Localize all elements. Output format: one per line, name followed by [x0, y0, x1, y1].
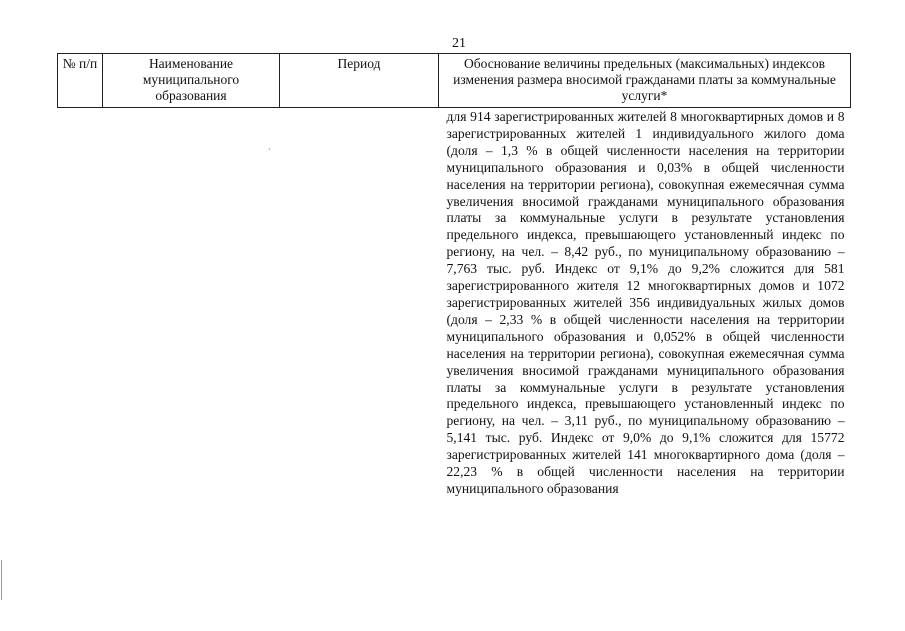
cell-number	[58, 108, 103, 498]
page-number: 21	[452, 36, 466, 51]
scan-speck: ˏ	[268, 140, 271, 150]
header-municipality-name: Наименование муниципального образования	[103, 54, 280, 108]
cell-justification	[439, 108, 851, 498]
header-row	[58, 54, 851, 108]
index-justification-table	[57, 53, 851, 498]
table-row	[58, 108, 851, 498]
header-justification: Обоснование величины предельных (максимальных) индексов изменения размера вносимой гражданами платы за коммунальные услуги*	[439, 54, 851, 108]
scan-edge-line	[1, 560, 2, 600]
cell-municipality-name	[103, 108, 280, 498]
header-period: Период	[280, 54, 439, 108]
header-number: № п/п	[58, 54, 103, 108]
table-header	[58, 54, 851, 108]
justification-text: для 914 зарегистрированных жителей 8 многоквартирных домов и 8 зарегистрированных жителей 1 индивидуального жилого дома (доля – 1,3 % в общей численности населения на территории муниципального образования и 0,03% в общей численности населения на территории региона), совокупная ежемесячная сумма увеличения вносимой гражданами муниципального образования платы за коммунальные услуги в результате установления предельного индекса, превышающего установленный индекс по региону, на чел. – 8,42 руб., по муниципальному образованию – 7,763 тыс. руб. Индекс от 9,1% до 9,2% сложится для 581 зарегистрированного жителя 12 многоквартирных домов и 1072 зарегистрированных жителей 356 индивидуальных жилых домов (доля – 2,33 % в общей численности населения на территории муниципального образования и 0,052% в общей численности населения на территории региона), совокупная ежемесячная сумма увеличения вносимой гражданами муниципального образования платы за коммунальные услуги в результате установления предельного индекса, превышающего установленный индекс по региону, на чел. – 3,11 руб., по муниципальному образованию – 5,141 тыс. руб. Индекс от 9,0% до 9,1% сложится для 15772 зарегистрированных жителей 141 многоквартирного дома (доля – 22,23 % в общей численности населения на территории муниципального образования	[446, 109, 845, 496]
cell-period	[280, 108, 439, 498]
table-body	[58, 108, 851, 498]
